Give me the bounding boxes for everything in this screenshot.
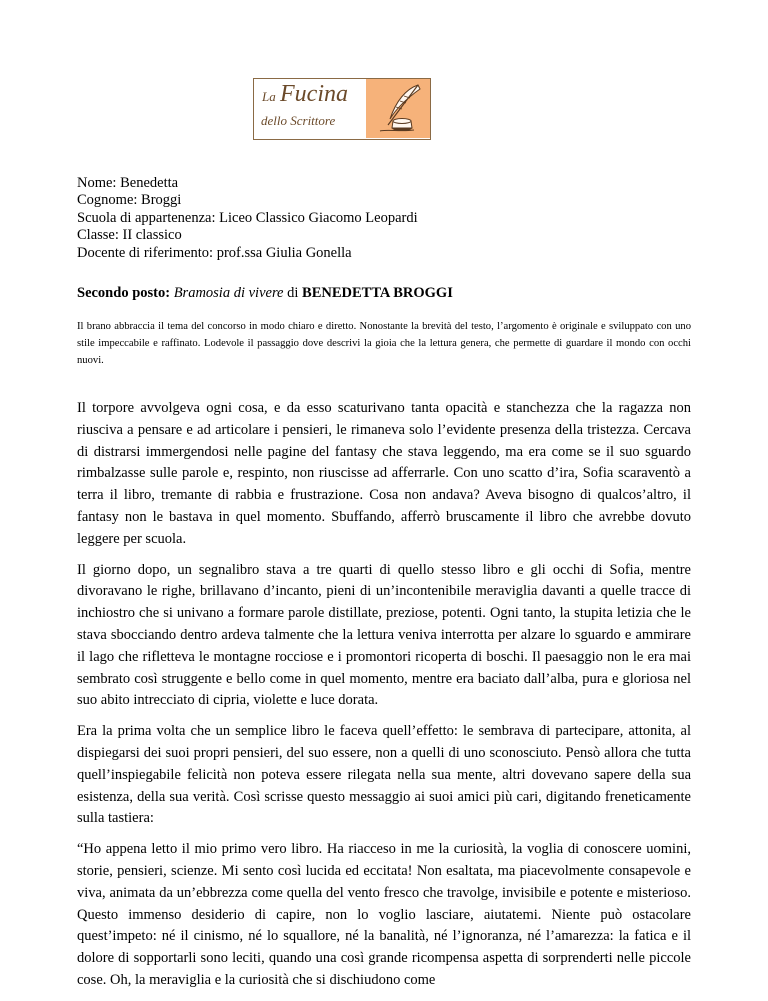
title-work: Bramosia di vivere — [173, 285, 284, 301]
story-body — [77, 398, 691, 1001]
award-title — [77, 285, 453, 302]
logo-word-la: La — [262, 89, 276, 104]
info-nome: Nome: Benedetta — [77, 175, 179, 191]
story-paragraph-1: Il torpore avvolgeva ogni cosa, e da esso scaturivano tanta opacità e stanchezza che la ragazza non riusciva a pensare e ad articolare i pensieri, le rimaneva solo l’evidente presenza della tristezza. Cercava di distrarsi immergendosi nelle pagine del fantasy che stava leggendo, ma era come se il suo sguardo rimbalzasse sulle parole e, respinto, non riuscisse ad afferrarle. Con uno scatto d’ira, Sofia scaraventò a terra il libro, tremante di rabbia e frustrazione. Cosa non andava? Aveva bisogno di qualcos’altro, il fantasy non le bastava in quel momento. Sbuffando, afferrò bruscamente il libro che avrebbe dovuto leggere per scuola. — [77, 400, 691, 547]
info-docente: Docente di riferimento: prof.ssa Giulia Gonella — [77, 244, 352, 261]
title-author: BENEDETTA BROGGI — [302, 285, 453, 301]
jury-comment: Il brano abbraccia il tema del concorso in modo chiaro e diretto. Nonostante la brevità del testo, l’argomento è originale e sviluppato con uno stile impeccabile e raffinato. Lodevole il passaggio dove descrivi la gioia che la lettura genera, che permette di guardare il mondo con occhi nuovi. — [77, 321, 691, 366]
logo-word-fucina: Fucina — [280, 81, 348, 107]
logo-text — [254, 79, 366, 138]
student-info — [77, 175, 418, 262]
info-cognome: Cognome: Broggi — [77, 192, 182, 209]
title-by: di — [287, 285, 299, 301]
quill-inkwell-icon — [366, 79, 430, 138]
title-prefix: Secondo posto: — [77, 285, 171, 301]
story-paragraph-3: Era la prima volta che un semplice libro le faceva quell’effetto: le sembrava di partecipare, attonita, al dispiegarsi dei suoi propri pensieri, del suo essere, non a quelli di uno sconosciuto. Pensò allora che tutta quell’inspiegabile felicità non poteva essere rilegata nella sua mente, altri dovevano sapere della sua esistenza, della sua verità. Così scrisse questo messaggio ai suoi amici più cari, digitando freneticamente sulla tastiera: — [77, 723, 691, 827]
story-paragraph-2: Il giorno dopo, un segnalibro stava a tre quarti di quello stesso libro e gli occhi di Sofia, mentre divoravano le righe, brillavano d’incanto, pieni di un’incontenibile meraviglia davanti a quelle tracce di inchiostro che si univano a formare parole distillate, preziose, potenti. Ogni tanto, la stupita letizia che le stava sbocciando dentro ardeva talmente che la lettura veniva interrotta per alzare lo sguardo e ammirare il lago che rifletteva le montagne rocciose e i promontori ricoperta di boschi. Il paesaggio non le era mai sembrato così struggente e bello come in quel momento, mentre era baciato dall’alba, pura e gloriosa nel suo abito intrecciato di cipria, violette e luce dorata. — [77, 561, 691, 709]
info-classe: Classe: II classico — [77, 227, 182, 244]
logo-box — [253, 78, 431, 140]
logo-word-scrittore: dello Scrittore — [261, 113, 336, 128]
story-paragraph-4: “Ho appena letto il mio primo vero libro. Ha riacceso in me la curiosità, la voglia di conoscere uomini, storie, pensieri, scienze. Mi sento così lucida ed eccitata! Non esaltata, ma piacevolmente consapevole e viva, animata da un’ebbrezza come quella del vento fresco che travolge, invisibile e potente e misterioso. Questo immenso desiderio di capire, non lo voglio lasciare, aiutatemi. Niente può ostacolare quest’impeto: né il cinismo, né lo squallore, né la banalità, né l’ignoranza, né l’amarezza: la fatica e il dolore di sopportarli sono leciti, quando una così grande ricompensa aspetta di sorprenderti nelle piccole cose. Oh, la meraviglia e la curiosità che si dischiudono come — [77, 841, 691, 988]
info-scuola: Scuola di appartenenza: Liceo Classico Giacomo Leopardi — [77, 209, 418, 226]
